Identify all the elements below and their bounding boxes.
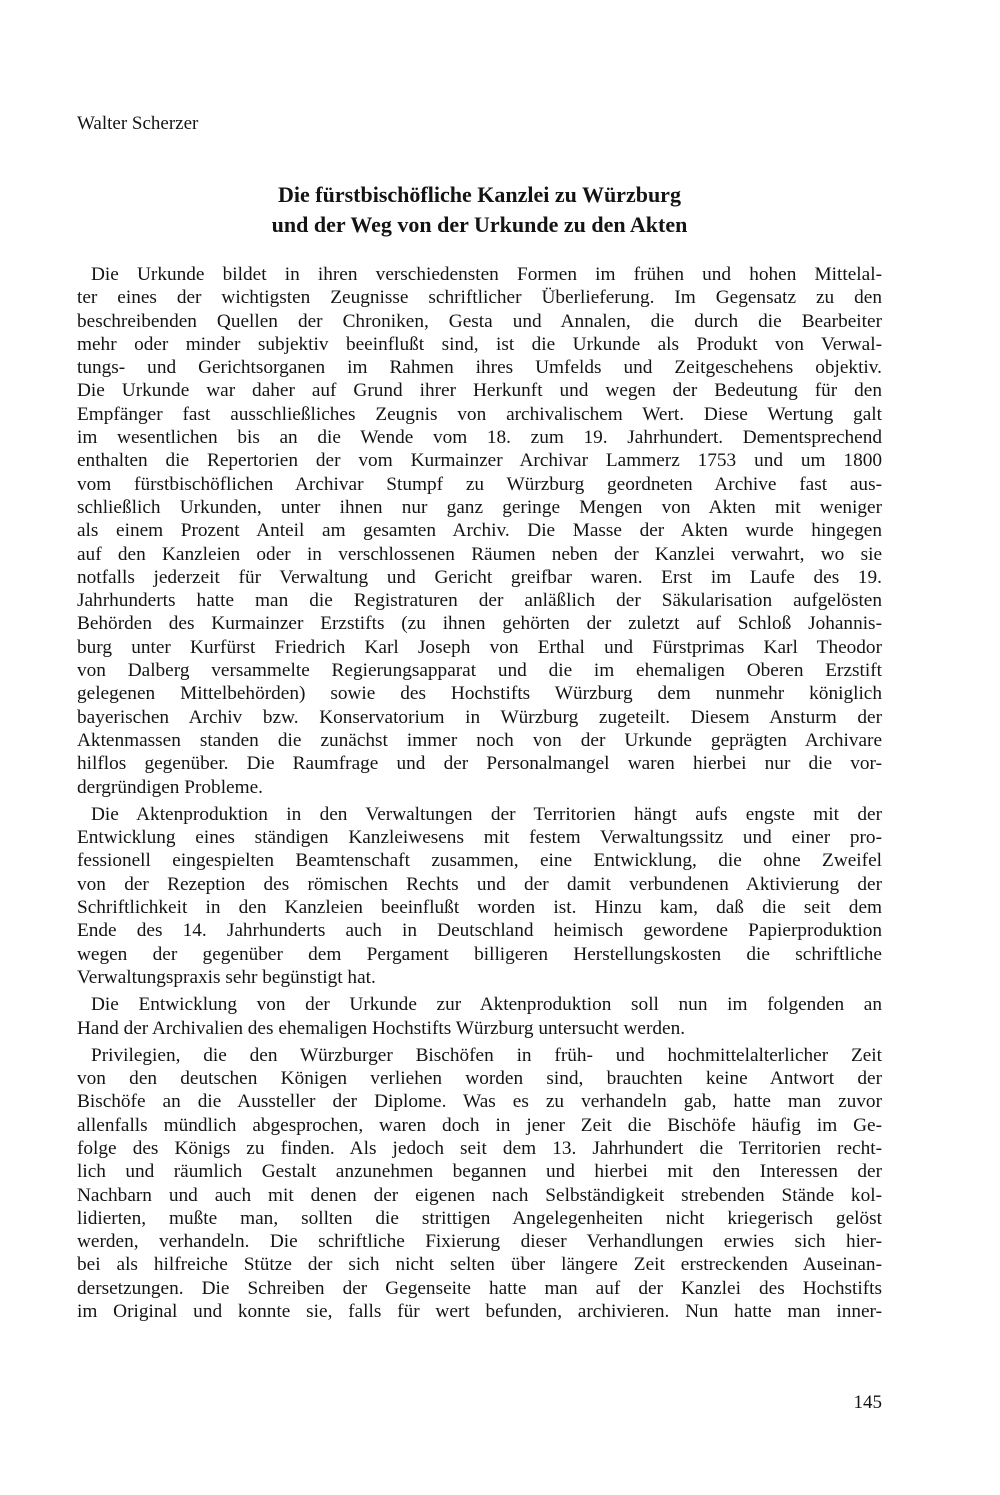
text-line: folge des Königs zu finden. Als jedoch seit dem 13. Jahrhundert die Territorien recht- [77,1137,882,1159]
text-line: schließlich Urkunden, unter ihnen nur ganz geringe Mengen von Akten mit weniger [77,496,882,518]
text-line: hilflos gegenüber. Die Raumfrage und der Personalmangel waren hierbei nur die vor- [77,753,882,775]
text-line: von der Rezeption des römischen Rechts und der damit verbundenen Aktivierung der [77,873,882,895]
text-line: Entwicklung eines ständigen Kanzleiwesens mit festem Verwaltungssitz und einer pro- [77,827,882,849]
text-line: Privilegien, die den Würzburger Bischöfen in früh- und hochmittelalterlicher Zeit [91,1044,882,1066]
body-text [77,263,882,1323]
text-line: Empfänger fast ausschließliches Zeugnis von archivalischem Wert. Diese Wertung galt [77,403,882,425]
text-line: Nachbarn und auch mit denen der eigenen nach Selbständigkeit strebenden Stände kol- [77,1184,882,1206]
page-number: 145 [853,1392,882,1413]
text-line: gelegenen Mittelbehörden) sowie des Hochstifts Würzburg dem nunmehr königlich [77,683,882,705]
text-line: beschreibenden Quellen der Chroniken, Gesta und Annalen, die durch die Bearbeiter [77,310,882,332]
text-line: lich und räumlich Gestalt anzunehmen begannen und hierbei mit den Interessen der [77,1161,882,1183]
text-line: burg unter Kurfürst Friedrich Karl Joseph von Erthal und Fürstprimas Karl Theodor [77,636,882,658]
text-line: von Dalberg versammelte Regierungsapparat und die im ehemaligen Oberen Erzstift [77,660,882,682]
paragraph [77,803,882,989]
article-title-line-1: Die fürstbischöfliche Kanzlei zu Würzburg [278,182,681,207]
text-line: Bischöfe an die Aussteller der Diplome. Was es zu verhandeln gab, hatte man zuvor [77,1091,882,1113]
text-line: allenfalls mündlich abgesprochen, waren doch in jener Zeit die Bischöfe häufig im Ge- [77,1114,882,1136]
text-line: notfalls jederzeit für Verwaltung und Gericht greifbar waren. Erst im Laufe des 19. [77,566,882,588]
text-line: tungs- und Gerichtsorganen im Rahmen ihres Umfelds und Zeitgeschehens objektiv. [77,357,882,379]
author-name: Walter Scherzer [77,113,199,134]
text-line: dersetzungen. Die Schreiben der Gegenseite hatte man auf der Kanzlei des Hochstifts [77,1277,882,1299]
text-line: als einem Prozent Anteil am gesamten Archiv. Die Masse der Akten wurde hingegen [77,520,882,542]
text-line: ter eines der wichtigsten Zeugnisse schriftlicher Überlieferung. Im Gegensatz zu den [77,287,882,309]
text-line: Schriftlichkeit in den Kanzleien beeinflußt worden ist. Hinzu kam, daß die seit dem [77,897,882,919]
text-line: vom fürstbischöflichen Archivar Stumpf zu Würzburg geordneten Archive fast aus- [77,473,882,495]
text-line: Die Urkunde bildet in ihren verschiedensten Formen im frühen und hohen Mittelal- [91,264,882,285]
text-line: werden, verhandeln. Die schriftliche Fixierung dieser Verhandlungen erwies sich hier- [77,1231,882,1253]
text-line: auf den Kanzleien oder in verschlossenen Räumen neben der Kanzlei verwahrt, wo sie [77,543,882,565]
text-line: Hand der Archivalien des ehemaligen Hochstifts Würzburg untersucht werden. [77,1017,686,1039]
text-line: Aktenmassen standen die zunächst immer noch von der Urkunde geprägten Archivare [77,729,882,751]
text-line: Die Entwicklung von der Urkunde zur Aktenproduktion soll nun im folgenden an [91,994,882,1016]
text-line: Behörden des Kurmainzer Erzstifts (zu ihnen gehörten der zuletzt auf Schloß Johannis- [77,613,882,635]
paragraph [77,1044,882,1324]
text-line: mehr oder minder subjektiv beeinflußt sind, ist die Urkunde als Produkt von Verwal- [77,333,882,355]
text-line: fessionell eingespielten Beamtenschaft zusammen, eine Entwicklung, die ohne Zweifel [77,850,882,872]
text-line: Die Aktenproduktion in den Verwaltungen der Territorien hängt aufs engste mit der [91,803,882,825]
text-line: bei als hilfreiche Stütze der sich nicht selten über längere Zeit erstreckenden Auseinan- [77,1254,882,1276]
text-line: Verwaltungspraxis sehr begünstigt hat. [77,966,376,988]
text-line: bayerischen Archiv bzw. Konservatorium in Würzburg zugeteilt. Diesem Ansturm der [77,706,882,728]
paragraph [77,263,882,799]
article-title [77,180,882,240]
text-line: lidierten, mußte man, sollten die strittigen Angelegenheiten nicht kriegerisch gelöst [77,1207,882,1229]
text-line: von den deutschen Königen verliehen worden sind, brauchten keine Antwort der [77,1068,882,1090]
text-line: dergründigen Probleme. [77,776,263,798]
text-line: im wesentlichen bis an die Wende vom 18. zum 19. Jahrhundert. Dementsprechend [77,427,882,449]
text-line: Jahrhunderts hatte man die Registraturen der anläßlich der Säkularisation aufgelösten [77,590,882,612]
text-line: im Original und konnte sie, falls für wert befunden, archivieren. Nun hatte man inner- [77,1301,882,1323]
article-title-line-2: und der Weg von der Urkunde zu den Akten [271,212,688,237]
text-line: enthalten die Repertorien der vom Kurmainzer Archivar Lammerz 1753 und um 1800 [77,450,882,472]
text-line: Ende des 14. Jahrhunderts auch in Deutschland heimisch gewordene Papierproduktion [77,920,882,942]
text-line: wegen der gegenüber dem Pergament billigeren Herstellungskosten die schriftliche [77,943,882,965]
text-line: Die Urkunde war daher auf Grund ihrer Herkunft und wegen der Bedeutung für den [77,380,882,402]
paragraph [77,993,882,1040]
